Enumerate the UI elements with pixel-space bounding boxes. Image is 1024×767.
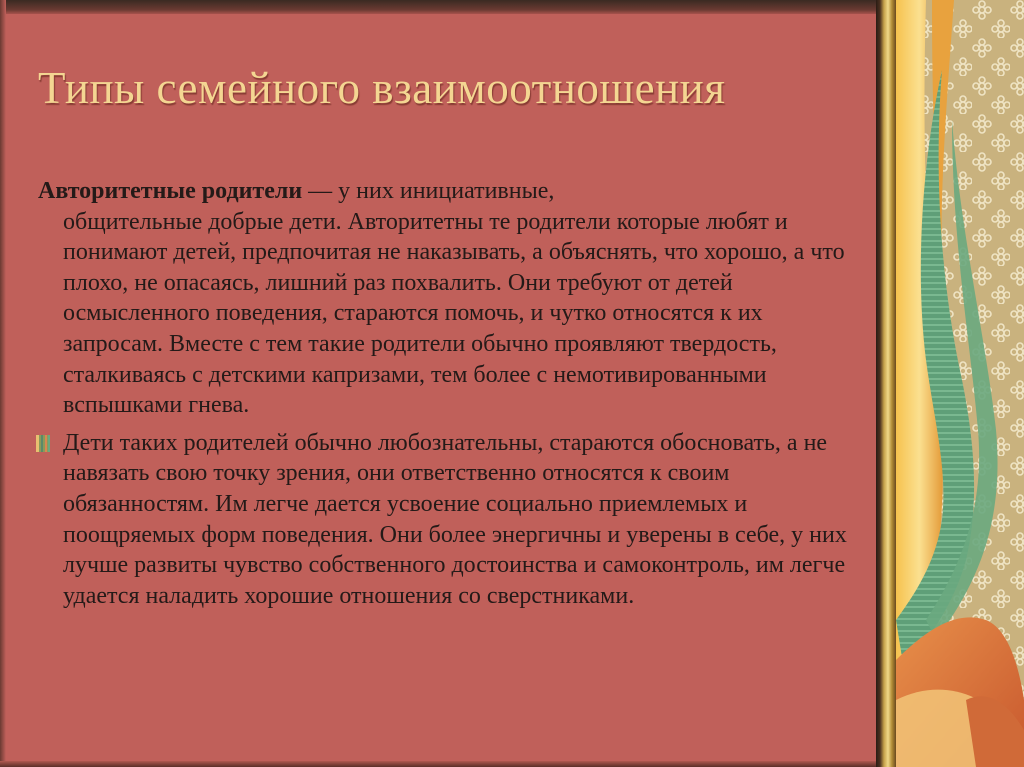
term-bold: Авторитетные родители [38,178,303,204]
paragraph-continuation: общительные добрые дети. Авторитетны те родители которые любят и понимают детей, предпочитая не наказывать, а объяснять, что хорошо, а что плохо, не опасаясь, лишний раз похвалить. Они требуют от детей осмысленного поведения, стараются помочь, и чутко относятся к их запросам. Вместе с тем такие родители обычно проявляют твердость, сталкиваясь с детскими капризами, тем более с немотивированными вспышками гнева. [63,208,845,419]
slide-body [38,176,858,611]
bullet-icon [36,435,50,452]
bullet-paragraph-children [38,428,858,612]
paragraph-lead-text: — у них инициативные, [302,178,555,204]
top-border [0,0,884,14]
paragraph-authoritative-parents [38,176,858,421]
decorative-side-panel [896,0,1024,767]
gold-divider [876,0,896,767]
bullet-text: Дети таких родителей обычно любознательны, стараются обосновать, а не навязать свою точку зрения, они ответственно относятся к своим обязанностям. Им легче дается усвоение социально приемлемых и поощряемых форм поведения. Они более энергичны и уверены в себе, у них лучше развиты чувство собственного достоинства и самоконтроль, им легче удается наладить хорошие отношения со сверстниками. [63,429,847,609]
bottom-border [0,761,884,767]
slide-title: Типы семейного взаимоотношения [38,63,726,113]
left-border [0,0,6,767]
